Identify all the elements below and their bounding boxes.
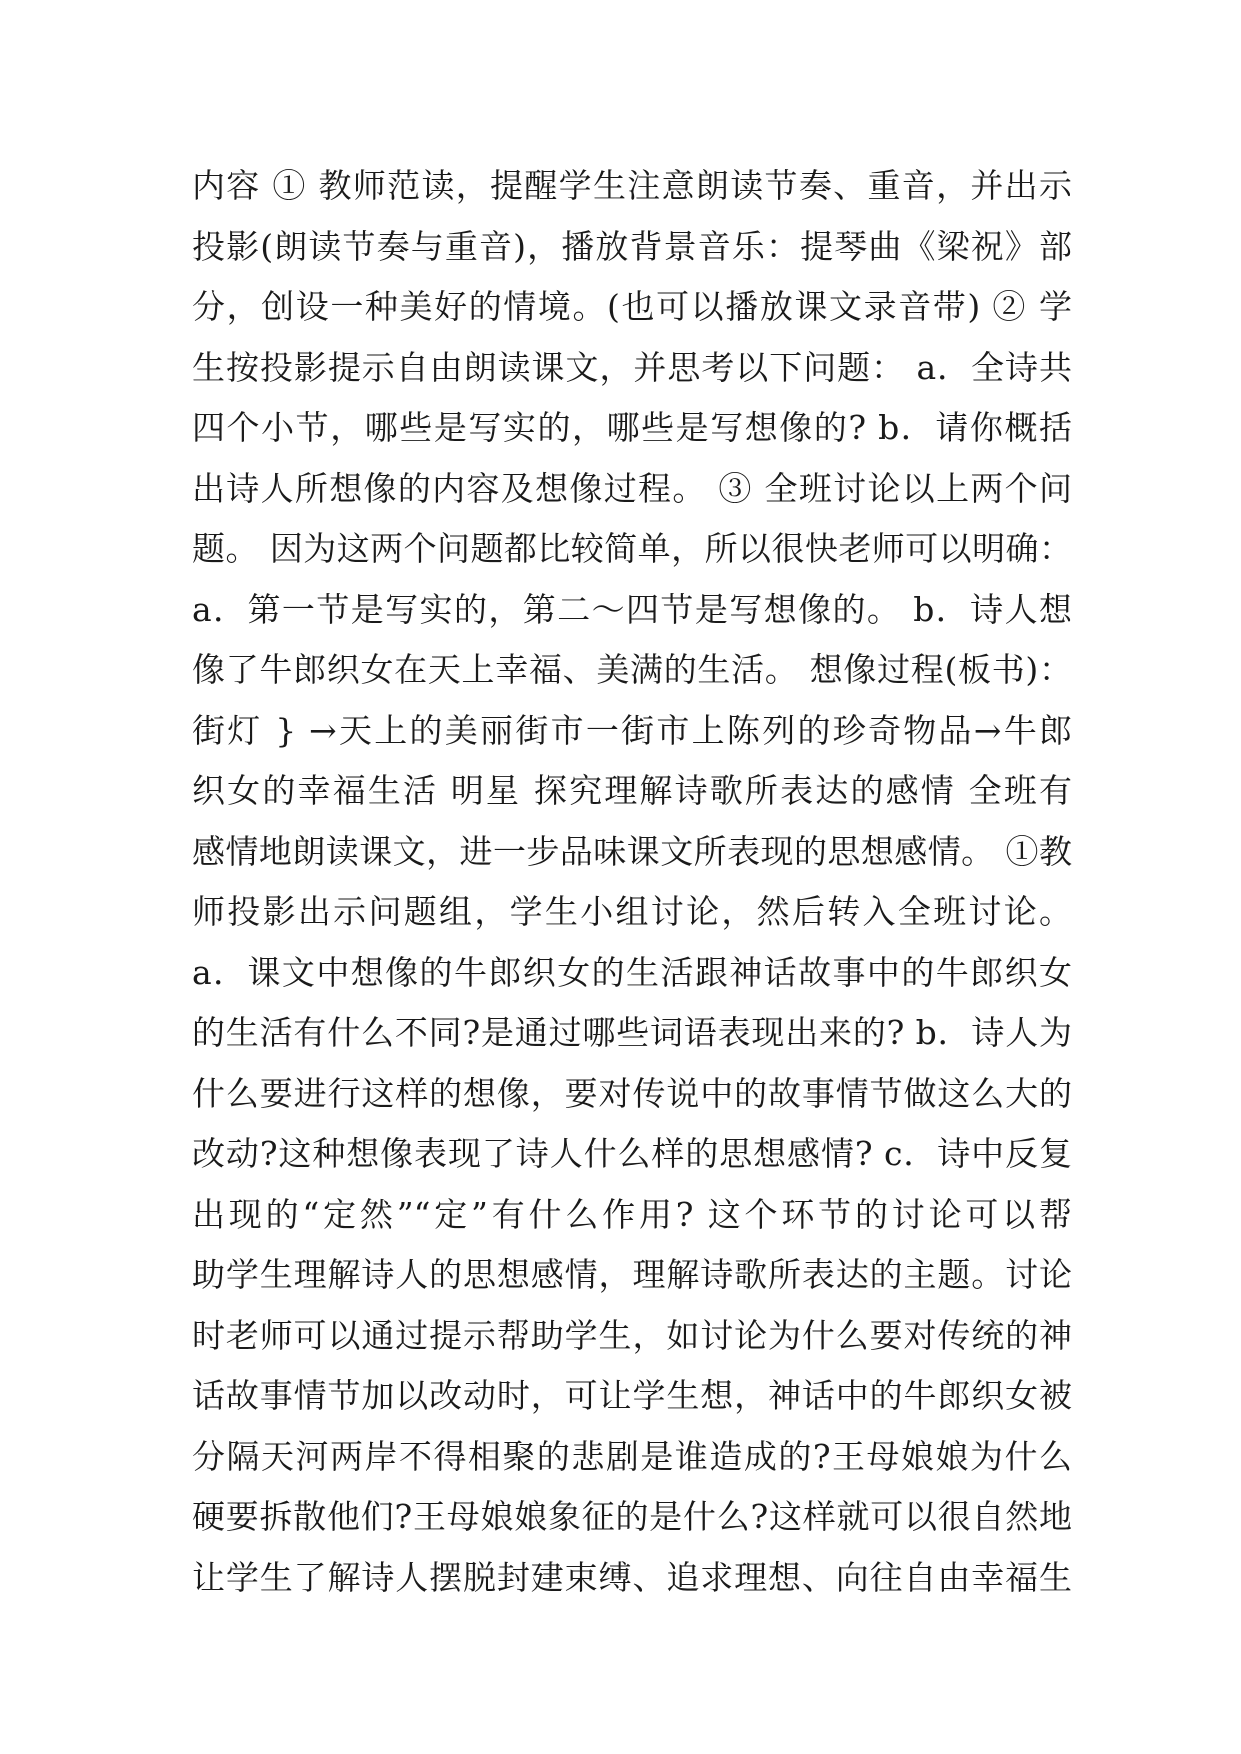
text-line: a．课文中想像的牛郎织女的生活跟神话故事中的牛郎织女 bbox=[192, 952, 1072, 992]
text-line: 话故事情节加以改动时，可让学生想，神话中的牛郎织女被 bbox=[192, 1376, 1072, 1415]
text-line: 什么要进行这样的想像，要对传说中的故事情节做这么大的 bbox=[192, 1073, 1072, 1113]
text-line: 硬要拆散他们?王母娘娘象征的是什么?这样就可以很自然地 bbox=[192, 1497, 1072, 1536]
text-line: 让学生了解诗人摆脱封建束缚、追求理想、向往自由幸福生 bbox=[192, 1557, 1072, 1597]
text-line: 像了牛郎织女在天上幸福、美满的生活。 想像过程(板书)： bbox=[192, 650, 1072, 689]
text-line: 街灯 } →天上的美丽街市一街市上陈列的珍奇物品→牛郎 bbox=[192, 710, 1072, 750]
text-line: 织女的幸福生活 明星 探究理解诗歌所表达的感情 全班有 bbox=[192, 771, 1072, 810]
text-line: 生按投影提示自由朗读课文，并思考以下问题： a．全诗共 bbox=[192, 347, 1072, 387]
text-line: 感情地朗读课文，进一步品味课文所表现的思想感情。 ①教 bbox=[192, 831, 1072, 871]
text-line: 时老师可以通过提示帮助学生，如讨论为什么要对传统的神 bbox=[192, 1315, 1072, 1355]
text-line: 四个小节，哪些是写实的，哪些是写想像的? b．请你概括 bbox=[192, 408, 1072, 447]
text-line: 投影(朗读节奏与重音)，播放背景音乐：提琴曲《梁祝》部 bbox=[192, 226, 1072, 266]
text-line: 出诗人所想像的内容及想像过程。 ③ 全班讨论以上两个问 bbox=[192, 468, 1072, 508]
text-line: 分，创设一种美好的情境。(也可以播放课文录音带) ② 学 bbox=[192, 287, 1072, 326]
text-line: 题。 因为这两个问题都比较简单，所以很快老师可以明确： bbox=[192, 529, 1072, 568]
text-line: 助学生理解诗人的思想感情，理解诗歌所表达的主题。讨论 bbox=[192, 1255, 1072, 1294]
text-line: 的生活有什么不同?是通过哪些词语表现出来的? b．诗人为 bbox=[192, 1013, 1072, 1052]
text-line: 分隔天河两岸不得相聚的悲剧是谁造成的?王母娘娘为什么 bbox=[192, 1436, 1072, 1476]
text-line: 改动?这种想像表现了诗人什么样的思想感情? c．诗中反复 bbox=[192, 1134, 1072, 1173]
text-line: 内容 ① 教师范读，提醒学生注意朗读节奏、重音，并出示 bbox=[192, 166, 1072, 205]
body-text bbox=[192, 156, 1072, 1608]
text-line: 出现的“定然”“定”有什么作用? 这个环节的讨论可以帮 bbox=[192, 1194, 1072, 1234]
text-line: 师投影出示问题组，学生小组讨论，然后转入全班讨论。 bbox=[192, 892, 1072, 931]
text-line: a．第一节是写实的，第二～四节是写想像的。 b．诗人想 bbox=[192, 589, 1072, 629]
